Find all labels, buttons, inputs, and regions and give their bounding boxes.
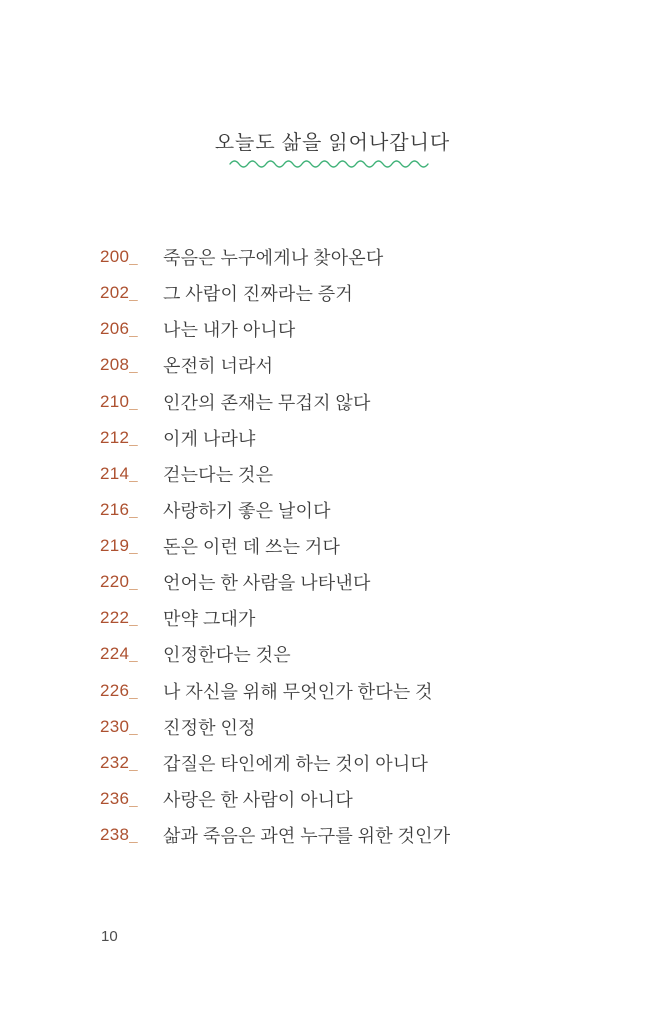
toc-page-number-suffix: _: [129, 646, 138, 664]
toc-page-number-suffix: _: [129, 538, 138, 556]
toc-entry-title: 만약 그대가: [163, 609, 256, 630]
toc-page-number-suffix: _: [129, 610, 138, 628]
toc-entry: [100, 456, 615, 492]
toc-entry-title: 진정한 인정: [163, 717, 256, 738]
toc-page-number-value: 220: [100, 572, 130, 592]
toc-page-number-value: 236: [100, 788, 130, 808]
toc-entry-page-number: [100, 681, 163, 701]
toc-page-number-value: 216: [100, 499, 130, 519]
section-title: 오늘도 삶을 읽어나갑니다: [214, 132, 451, 154]
toc-entry: [100, 420, 615, 456]
toc-page-number-suffix: _: [129, 827, 138, 845]
toc-entry-page-number: [100, 644, 163, 664]
toc-entry-page-number: [100, 572, 163, 592]
toc-entry: [100, 311, 615, 347]
toc-entry-title: 삶과 죽음은 과연 누구를 위한 것인가: [163, 826, 451, 847]
toc-page-number-suffix: _: [129, 465, 138, 483]
toc-page-number-suffix: _: [129, 501, 138, 519]
toc-entry: [100, 347, 615, 383]
toc-entry: [100, 239, 615, 275]
toc-entry-page-number: [100, 247, 163, 267]
toc-entry: [100, 781, 615, 817]
toc-entry-title: 이게 나라냐: [163, 428, 256, 449]
toc-entry-title: 온전히 너라서: [163, 356, 274, 377]
toc-page-number-suffix: _: [129, 393, 138, 411]
toc-page-number-suffix: _: [129, 718, 138, 736]
wavy-underline-decoration: [229, 158, 436, 168]
toc-page-number-suffix: _: [129, 754, 138, 772]
toc-page-number-suffix: _: [129, 357, 138, 375]
toc-entry: [100, 709, 615, 745]
toc-entry-page-number: [100, 717, 163, 737]
toc-entry: [100, 817, 615, 853]
toc-page-number-value: 206: [100, 319, 130, 339]
toc-entry: [100, 564, 615, 600]
toc-entry: [100, 528, 615, 564]
toc-page-number-value: 214: [100, 463, 130, 483]
wavy-underline-path: [230, 161, 428, 167]
toc-page-number-suffix: _: [129, 249, 138, 267]
toc-entry-title: 갑질은 타인에게 하는 것이 아니다: [163, 753, 429, 774]
toc-entry-page-number: [100, 608, 163, 628]
toc-entry-title: 사랑은 한 사람이 아니다: [163, 789, 353, 810]
toc-entry-title: 죽음은 누구에게나 찾아온다: [163, 248, 384, 269]
toc-page-number-value: 200: [100, 247, 130, 267]
toc-page-number-value: 226: [100, 680, 130, 700]
toc-page-number-suffix: _: [129, 321, 138, 339]
toc-page-number-suffix: _: [129, 574, 138, 592]
toc-entry-title: 인정한다는 것은: [163, 645, 291, 666]
toc-page-number-value: 219: [100, 536, 130, 556]
toc-page-number-suffix: _: [129, 790, 138, 808]
toc-entry: [100, 492, 615, 528]
toc-page-number-suffix: _: [129, 682, 138, 700]
toc-entry: [100, 275, 615, 311]
section-header: [0, 130, 665, 168]
toc-entry-page-number: [100, 789, 163, 809]
toc-page-number-value: 210: [100, 391, 130, 411]
toc-entry-title: 언어는 한 사람을 나타낸다: [163, 573, 371, 594]
toc-entry-title: 돈은 이런 데 쓰는 거다: [163, 537, 341, 558]
toc-entry: [100, 636, 615, 672]
toc-page-number-value: 224: [100, 644, 130, 664]
toc-entry-page-number: [100, 319, 163, 339]
toc-page-number-value: 212: [100, 427, 130, 447]
toc-entry-page-number: [100, 355, 163, 375]
toc-entry-page-number: [100, 428, 163, 448]
toc-entry-page-number: [100, 753, 163, 773]
toc-page-number-value: 232: [100, 752, 130, 772]
toc-entry: [100, 600, 615, 636]
toc-entry: [100, 745, 615, 781]
toc-entry-page-number: [100, 283, 163, 303]
toc-page-number-value: 208: [100, 355, 130, 375]
toc-entry-title: 나 자신을 위해 무엇인가 한다는 것: [163, 681, 433, 702]
toc-entry: [100, 384, 615, 420]
toc-page-number-value: 202: [100, 283, 130, 303]
toc-page-number-suffix: _: [129, 285, 138, 303]
toc-page-number-value: 230: [100, 716, 130, 736]
toc-entry: [100, 673, 615, 709]
toc-entry-title: 그 사람이 진짜라는 증거: [163, 284, 353, 305]
toc-page-number-suffix: _: [129, 429, 138, 447]
toc-entry-title: 걷는다는 것은: [163, 464, 274, 485]
toc-page-number-value: 222: [100, 608, 130, 628]
toc-entry-title: 인간의 존재는 무겁지 않다: [163, 392, 371, 413]
toc-page-number-value: 238: [100, 825, 130, 845]
toc-entry-page-number: [100, 536, 163, 556]
toc-list: [100, 239, 615, 853]
toc-entry-page-number: [100, 825, 163, 845]
toc-entry-title: 사랑하기 좋은 날이다: [163, 500, 331, 521]
toc-entry-page-number: [100, 500, 163, 520]
folio-page-number: 10: [101, 928, 118, 945]
toc-entry-page-number: [100, 392, 163, 412]
toc-entry-title: 나는 내가 아니다: [163, 320, 296, 341]
toc-entry-page-number: [100, 464, 163, 484]
